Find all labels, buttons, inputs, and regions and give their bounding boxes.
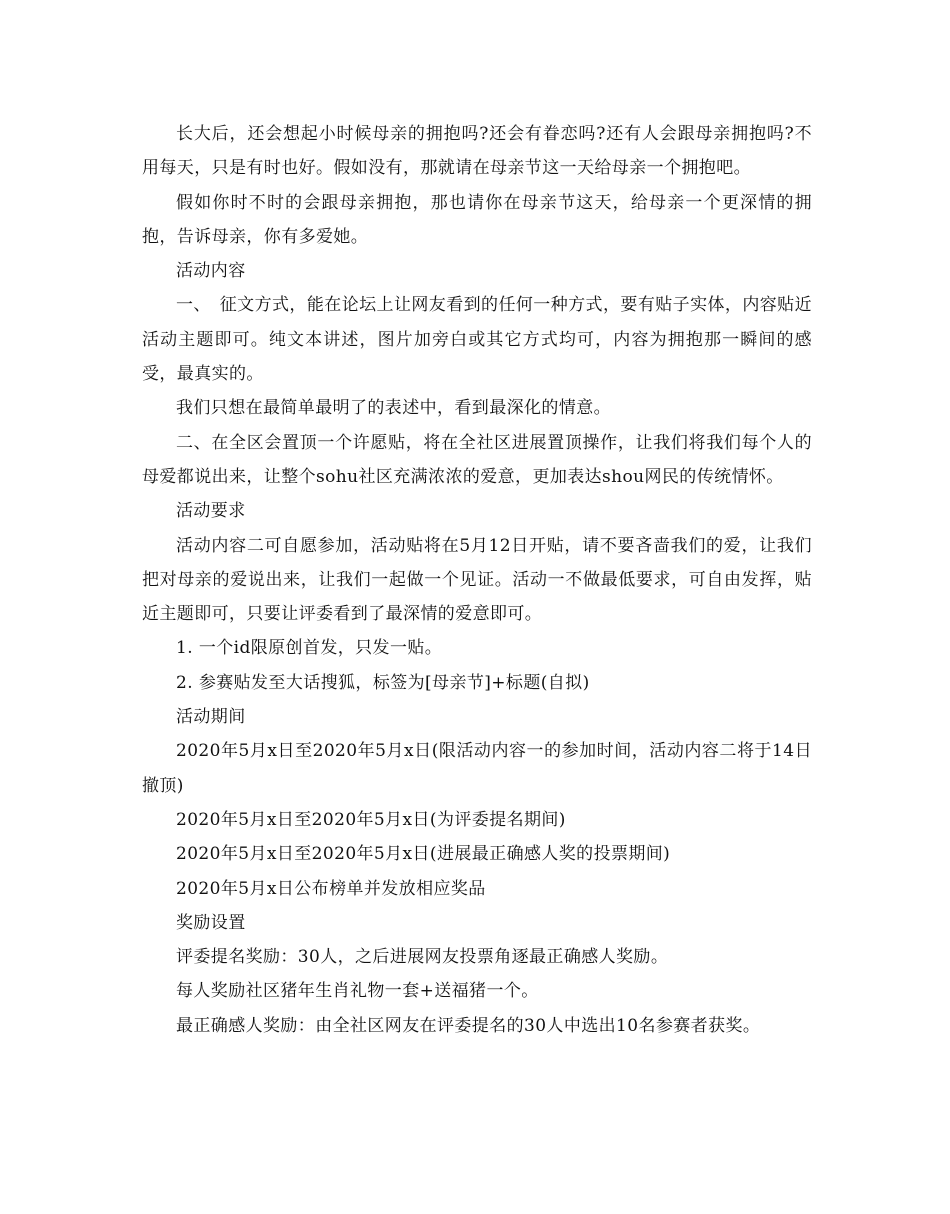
paragraph-item-one: 一、 征文方式，能在论坛上让网友看到的任何一种方式，要有贴子实体，内容贴近活动主题即可。纯文本讲述，图片加旁白或其它方式均可，内容为拥抱那一瞬间的感受，最真实的。: [142, 295, 812, 385]
heading-rewards: 奖励设置: [176, 912, 246, 933]
paragraph-deeper-hug: 假如你时不时的会跟母亲拥抱，那也请你在母亲节这天，给母亲一个更深情的拥抱，告诉母亲，你有多爱她。: [142, 192, 812, 247]
paragraph-simple-expression: 我们只想在最简单最明了的表述中，看到最深化的情意。: [176, 398, 611, 419]
reward-nomination: 评委提名奖励：30人，之后进展网友投票角逐最正确感人奖励。: [176, 947, 669, 968]
heading-activity-period: 活动期间: [176, 707, 246, 728]
reward-best-touching: 最正确感人奖励：由全社区网友在评委提名的30人中选出10名参赛者获奖。: [176, 1015, 761, 1036]
paragraph-intro: 长大后，还会想起小时候母亲的拥抱吗?还会有眷恋吗?还有人会跟母亲拥抱吗?不用每天，只是有时也好。假如没有，那就请在母亲节这一天给母亲一个拥抱吧。: [142, 124, 812, 179]
period-two: 2020年5月x日至2020年5月x日(为评委提名期间): [176, 809, 566, 830]
document-body: [142, 117, 812, 1043]
rule-one: 1. 一个id限原创首发，只发一贴。: [176, 638, 443, 659]
heading-activity-requirements: 活动要求: [176, 501, 246, 522]
reward-gift: 每人奖励社区猪年生肖礼物一套+送福猪一个。: [176, 981, 539, 1002]
paragraph-item-two: 二、在全区会置顶一个许愿贴，将在全社区进展置顶操作，让我们将我们每个人的母爱都说出来，让整个sohu社区充满浓浓的爱意，更加表达shou网民的传统情怀。: [142, 432, 812, 487]
period-four: 2020年5月x日公布榜单并发放相应奖品: [176, 878, 486, 899]
period-three: 2020年5月x日至2020年5月x日(进展最正确感人奖的投票期间): [176, 844, 671, 865]
rule-two: 2. 参赛贴发至大话搜狐，标签为[母亲节]+标题(自拟): [176, 672, 590, 693]
period-one: 2020年5月x日至2020年5月x日(限活动内容一的参加时间，活动内容二将于14日撤顶): [142, 741, 812, 796]
paragraph-requirements: 活动内容二可自愿参加，活动贴将在5月12日开贴，请不要吝啬我们的爱，让我们把对母亲的爱说出来，让我们一起做一个见证。活动一不做最低要求，可自由发挥，贴近主题即可，只要让评委看到了最深情的爱意即可。: [142, 535, 812, 625]
heading-activity-content: 活动内容: [176, 261, 246, 282]
